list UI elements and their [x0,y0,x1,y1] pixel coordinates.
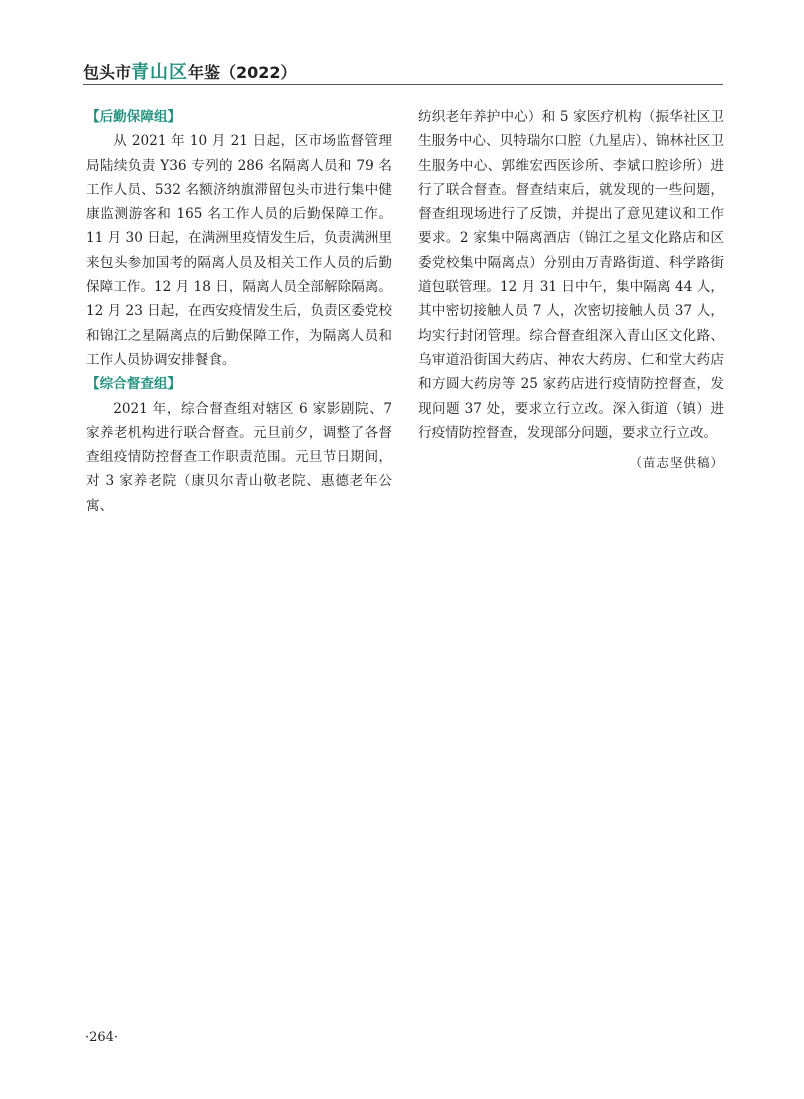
section-title-inspection: 【综合督查组】 [86,376,182,393]
right-column [418,105,724,475]
header-suffix: 年鉴（2022） [188,63,297,82]
running-header [83,58,723,86]
header-prefix: 包头市 [83,63,132,82]
left-column [86,105,392,518]
paragraph-inspection-continued: 纺织老年养护中心）和 5 家医疗机构（振华社区卫生服务中心、贝特瑞尔口腔（九星店）、锦林社区卫生服务中心、郭维宏西医诊所、李斌口腔诊所）进行了联合督查。督查结束后，就发现的一些问题，督查组现场进行了反馈，并提出了意见建议和工作要求。2 家集中隔离酒店（锦江之星文化路店和区委党校集中隔离点）分别由万青路街道、科学路街道包联管理。12 月 31 日中午，集中隔离 44 人，其中密切接触人员 7 人，次密切接触人员 37 人，均实行封闭管理。综合督查组深入青山区文化路、乌审道沿街国大药店、神农大药房、仁和堂大药店和方圆大药房等 25 家药店进行疫情防控督查，发现问题 37 处，要求立行立改。深入街道（镇）进行疫情防控督查，发现部分问题，要求立行立改。 [418,109,724,441]
paragraph-logistics: 从 2021 年 10 月 21 日起，区市场监督管理局陆续负责 Y36 专列的 286 名隔离人员和 79 名工作人员、532 名额济纳旗滞留包头市进行集中健康监测游客和 165 名工作人员的后勤保障工作。11 月 30 日起，在满洲里疫情发生后，负责满洲里来包头参加国考的隔离人员及相关工作人员的后勤保障工作。12 月 18 日，隔离人员全部解除隔离。12 月 23 日起，在西安疫情发生后，负责区委党校和锦江之星隔离点的后勤保障工作，为隔离人员和工作人员协调安排餐食。 [86,133,392,368]
page-number: ·264· [85,1030,119,1045]
header-title [83,58,297,84]
header-rule [83,84,723,85]
paragraph-inspection: 2021 年，综合督查组对辖区 6 家影剧院、7 家养老机构进行联合督查。元旦前夕，调整了各督查组疫情防控督查工作职责范围。元旦节日期间，对 3 家养老院（康贝尔青山敬老院、惠德老年公寓、 [86,400,392,514]
author-credit: （苗志坚供稿） [629,455,724,471]
header-brand: 青山区 [131,62,189,83]
section-title-logistics: 【后勤保障组】 [86,109,182,125]
